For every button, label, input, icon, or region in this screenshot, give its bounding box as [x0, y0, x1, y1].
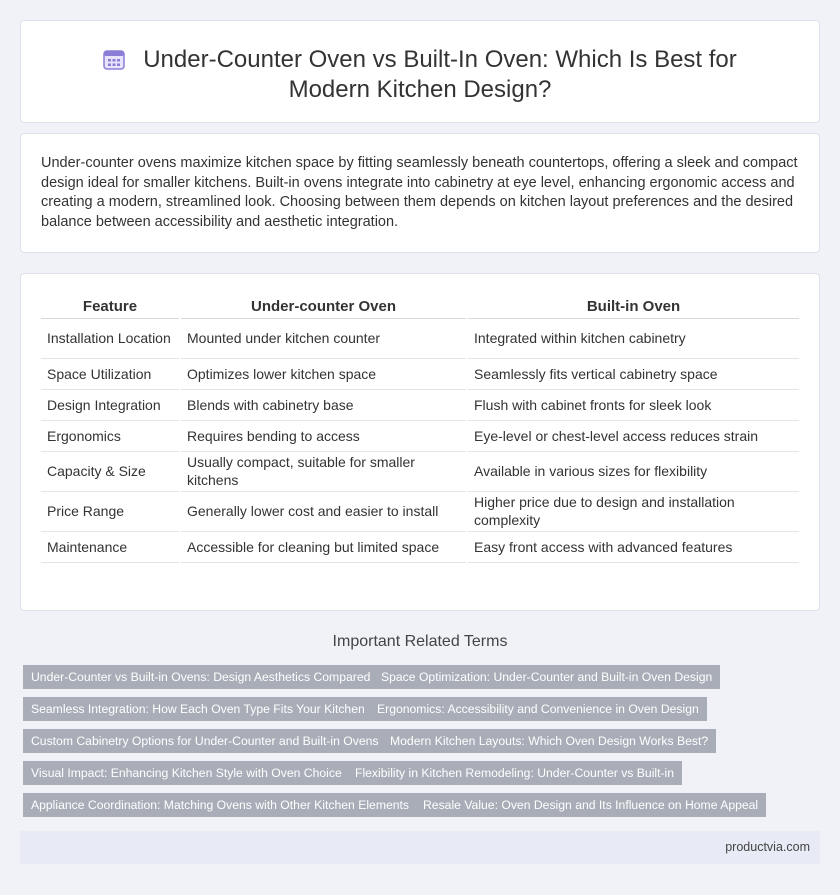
header-under-counter: Under-counter Oven — [180, 296, 467, 318]
feature-cell: Maintenance — [41, 531, 180, 562]
under-counter-cell: Mounted under kitchen counter — [180, 318, 467, 358]
calendar-icon — [103, 48, 125, 70]
built-in-cell: Available in various sizes for flexibility — [467, 451, 799, 491]
feature-cell: Installation Location — [41, 318, 180, 358]
title-card — [20, 20, 820, 123]
under-counter-cell: Generally lower cost and easier to install — [180, 491, 467, 531]
related-tag-flexibility[interactable]: Flexibility in Kitchen Remodeling: Under-Counter vs Built-in — [347, 761, 682, 785]
table-row — [41, 451, 799, 491]
feature-cell: Capacity & Size — [41, 451, 180, 491]
table-row — [41, 318, 799, 358]
comparison-table — [41, 296, 799, 563]
related-tag-resale-value[interactable]: Resale Value: Oven Design and Its Influence on Home Appeal — [415, 793, 766, 817]
under-counter-cell: Blends with cabinetry base — [180, 389, 467, 420]
under-counter-cell: Requires bending to access — [180, 420, 467, 451]
table-header-row — [41, 296, 799, 318]
built-in-cell: Easy front access with advanced features — [467, 531, 799, 562]
related-tag-design-aesthetics[interactable]: Under-Counter vs Built-in Ovens: Design Aesthetics Compared — [23, 665, 378, 689]
feature-cell: Price Range — [41, 491, 180, 531]
header-built-in: Built-in Oven — [467, 296, 799, 318]
related-tag-visual-impact[interactable]: Visual Impact: Enhancing Kitchen Style with Oven Choice — [23, 761, 350, 785]
built-in-cell: Flush with cabinet fronts for sleek look — [467, 389, 799, 420]
header-feature: Feature — [41, 296, 180, 318]
page-title-text: Under-Counter Oven vs Built-In Oven: Which Is Best for Modern Kitchen Design? — [143, 46, 737, 103]
intro-card — [20, 133, 820, 253]
related-tag-ergonomics[interactable]: Ergonomics: Accessibility and Convenience in Oven Design — [369, 697, 707, 721]
related-tag-seamless-integration[interactable]: Seamless Integration: How Each Oven Type Fits Your Kitchen — [23, 697, 373, 721]
under-counter-cell: Accessible for cleaning but limited space — [180, 531, 467, 562]
feature-cell: Ergonomics — [41, 420, 180, 451]
footer — [20, 831, 820, 864]
built-in-cell: Eye-level or chest-level access reduces strain — [467, 420, 799, 451]
built-in-cell: Seamlessly fits vertical cabinetry space — [467, 358, 799, 389]
table-row — [41, 491, 799, 531]
page-title — [21, 45, 819, 105]
under-counter-cell: Optimizes lower kitchen space — [180, 358, 467, 389]
related-tag-custom-cabinetry[interactable]: Custom Cabinetry Options for Under-Counter and Built-in Ovens — [23, 729, 387, 753]
table-row — [41, 420, 799, 451]
comparison-card — [20, 273, 820, 611]
feature-cell: Space Utilization — [41, 358, 180, 389]
intro-paragraph: Under-counter ovens maximize kitchen space by fitting seamlessly beneath countertops, offering a sleek and compact design ideal for smaller kitchens. Built-in ovens integrate into cabinetry at eye level, enhancing ergonomic access and creating a modern, streamlined look. Choosing between them depends on kitchen layout preferences and the desired balance between accessibility and aesthetic integration. — [41, 155, 798, 230]
under-counter-cell: Usually compact, suitable for smaller kitchens — [180, 451, 467, 491]
footer-site-link[interactable]: productvia.com — [725, 840, 810, 854]
related-terms-heading: Important Related Terms — [332, 633, 508, 650]
related-tag-appliance-coordination[interactable]: Appliance Coordination: Matching Ovens with Other Kitchen Elements — [23, 793, 417, 817]
related-tag-modern-layouts[interactable]: Modern Kitchen Layouts: Which Oven Design Works Best? — [382, 729, 716, 753]
built-in-cell: Integrated within kitchen cabinetry — [467, 318, 799, 358]
table-row — [41, 531, 799, 562]
feature-cell: Design Integration — [41, 389, 180, 420]
related-tag-space-optimization[interactable]: Space Optimization: Under-Counter and Built-in Oven Design — [373, 665, 720, 689]
table-row — [41, 389, 799, 420]
built-in-cell: Higher price due to design and installation complexity — [467, 491, 799, 531]
table-row — [41, 358, 799, 389]
